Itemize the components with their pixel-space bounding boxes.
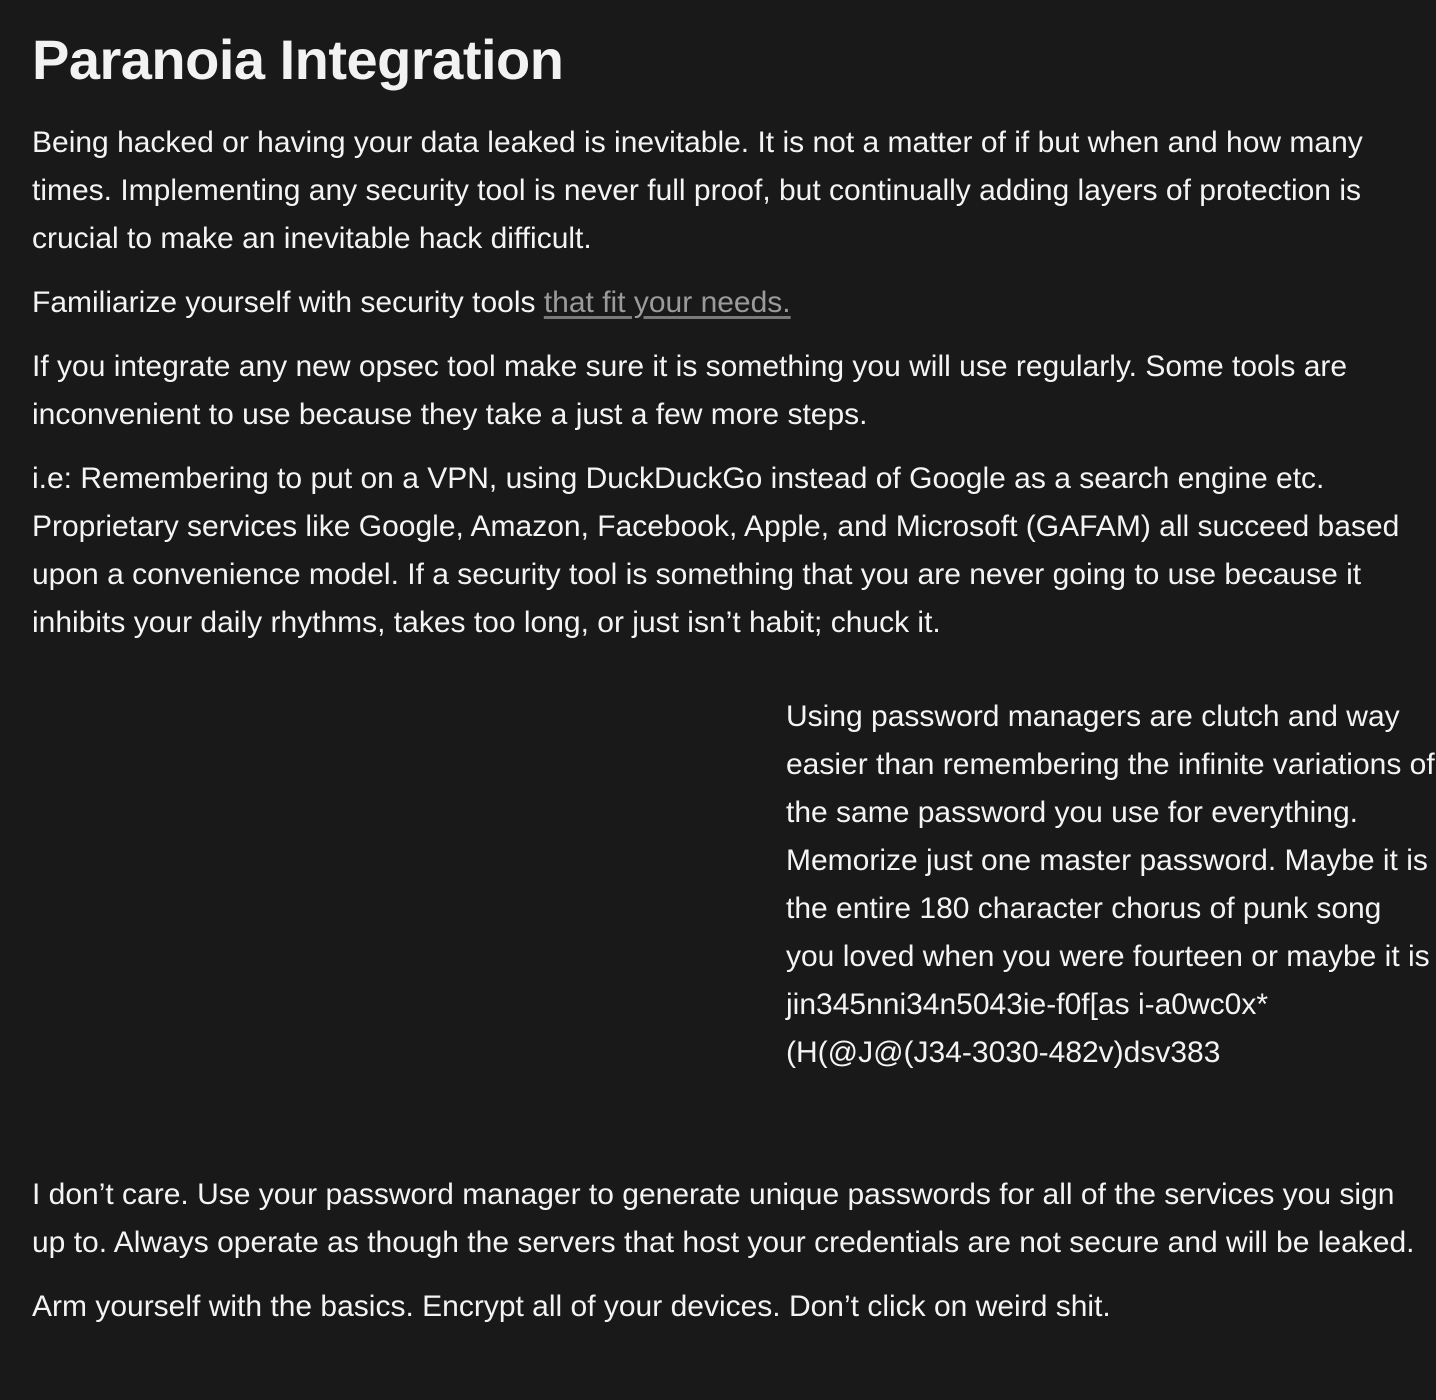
column-right (786, 693, 1436, 1125)
paragraph-password-managers: Using password managers are clutch and way easier than remembering the infinite variations of the same password you use for everything. Memorize just one master password. Maybe it is the entire 180 character chorus of punk song you loved when you were fourteen or maybe it is jin345nni34n5043ie-f0f[as i-a0wc0x*(H(@J@(J34-3030-482v)dsv383 (786, 700, 1435, 1069)
column-left-empty (32, 693, 786, 1125)
column-layout (32, 693, 1436, 1125)
paragraph-hacked-inevitable: Being hacked or having your data leaked is inevitable. It is not a matter of if but when and how many times. Implementing any security tool is never full proof, but continually adding layers of protection is crucial to make an inevitable hack difficult. (32, 126, 1363, 255)
paragraph-familiarize-text: Familiarize yourself with security tools (32, 286, 544, 319)
paragraph-dont-care: I don’t care. Use your password manager to generate unique passwords for all of the services you sign up to. Always operate as though the servers that host your credentials are not secure and will be leaked. (32, 1178, 1415, 1259)
paragraph-convenience: i.e: Remembering to put on a VPN, using DuckDuckGo instead of Google as a search engine etc. Proprietary services like Google, Amazon, Facebook, Apple, and Microsoft (GAFAM) all succeed based upon a convenience model. If a security tool is something that you are never going to use because it inhibits your daily rhythms, takes too long, or just isn’t habit; chuck it. (32, 462, 1400, 639)
paragraph-familiarize (32, 279, 1434, 327)
paragraph-arm-yourself: Arm yourself with the basics. Encrypt all of your devices. Don’t click on weird shit. (32, 1290, 1111, 1323)
page-title: Paranoia Integration (32, 28, 564, 91)
security-tools-link[interactable]: that fit your needs. (543, 286, 791, 319)
paragraph-opsec-tool: If you integrate any new opsec tool make sure it is something you will use regularly. Some tools are inconvenient to use because they take a just a few more steps. (32, 350, 1348, 431)
